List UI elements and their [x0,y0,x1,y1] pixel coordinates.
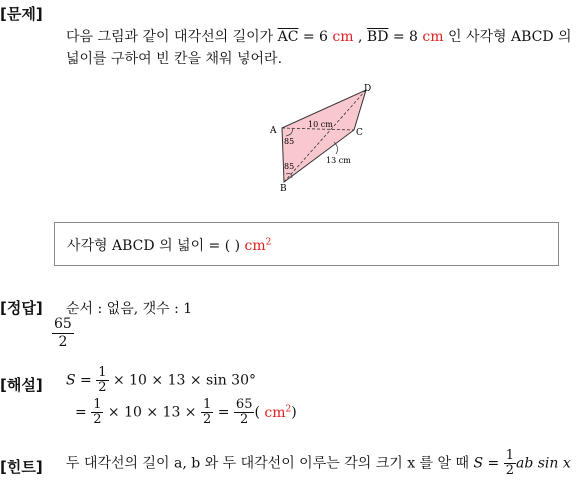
label-a: A [270,126,277,136]
unit-cm: cm [332,29,354,45]
length-10cm: 10 cm [308,120,333,129]
unit-cm: cm [422,29,444,45]
label-d: D [364,84,372,94]
problem-header: [문제] [0,5,43,23]
segment-ac: $\overline{AC}$ [277,29,299,45]
angle-85-bottom: 85 [284,162,295,171]
hint-text: 두 대각선의 길이 a, b 와 두 대각선이 이루는 각의 크기 x 를 알 때 S = $\frac{1}{2}$ ab sin x [66,448,571,478]
answer-order-count: 순서 : 없음, 갯수 : 1 [66,301,193,317]
label-c: C [356,128,363,138]
problem-line-2: 넓이를 구하여 빈 칸을 채워 넣어라. [66,51,283,67]
quadrilateral-abcd [282,90,366,182]
answer-header: [정답] [0,299,43,317]
length-13cm: 13 cm [326,156,351,165]
solution-header: [해설] [0,376,43,394]
problem-line-1: 다음 그림과 같이 대각선의 길이가 $\overline{AC} = 6$ cm , $\overline{BD} = 8$ cm 인 사각형 ABCD 의 [66,29,572,45]
segment-bd: $\overline{BD}$ [366,29,389,45]
answer-fill-box[interactable]: 사각형 ABCD 의 넓이 = ( ) $cm^2$ [54,222,559,266]
angle-85-top: 85 [284,137,295,146]
unit-cm-squared: $cm^2$ [244,237,272,254]
unit-cm-squared: $cm^2$ [264,403,292,421]
hint-header: [힌트] [0,458,43,476]
quadrilateral-figure [264,82,384,192]
solution-line-2: = $\frac{1}{2}$ × 10 × 13 × $\frac{1}{2}$ = $\frac{65}{2}$ ( $cm^2$) [75,397,297,427]
answer-fraction: $\frac{65}{2}$ [54,316,72,350]
solution-line-1: S = $\frac{1}{2}$ × 10 × 13 × sin 30° [66,365,256,395]
label-b: B [280,184,287,192]
